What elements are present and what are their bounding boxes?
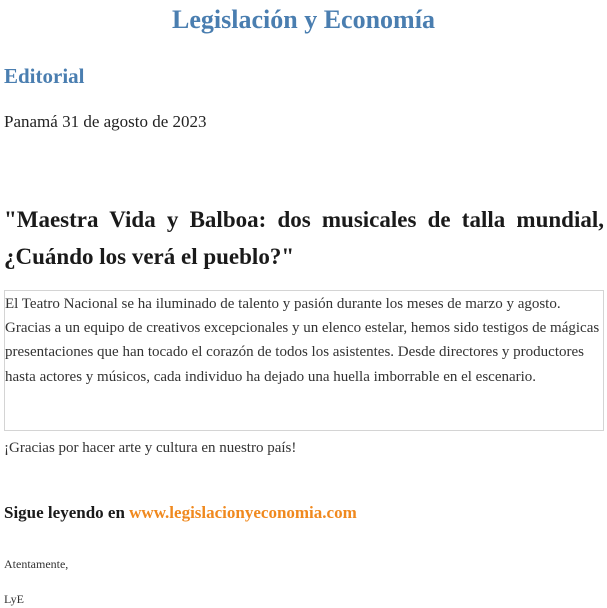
article-headline: "Maestra Vida y Balboa: dos musicales de talla mundial, ¿Cuándo los verá el pueblo?" xyxy=(4,207,604,269)
article-body-box xyxy=(4,290,604,431)
website-link[interactable]: www.legislacionyeconomia.com xyxy=(129,503,357,522)
closing-text: Atentamente, xyxy=(4,557,69,571)
section-title: Editorial xyxy=(4,64,85,88)
article-body-text: El Teatro Nacional se ha iluminado de talento y pasión durante los meses de marzo y agosto. Gracias a un equipo de creativos excepcionales y un elenco estelar, hemos sido testigos de mágicas presentaciones que han tocado el corazón de todos los asistentes. Desde directores y productores hasta actores y músicos, cada individuo ha dejado una huella imborrable en el escenario. xyxy=(5,296,600,385)
thanks-message: ¡Gracias por hacer arte y cultura en nuestro país! xyxy=(4,440,297,456)
continue-reading-prefix: Sigue leyendo en xyxy=(4,503,125,522)
masthead-title: Legislación y Economía xyxy=(172,5,435,34)
dateline: Panamá 31 de agosto de 2023 xyxy=(4,112,207,131)
signature: LyE xyxy=(4,592,24,606)
continue-reading-line xyxy=(4,501,357,525)
